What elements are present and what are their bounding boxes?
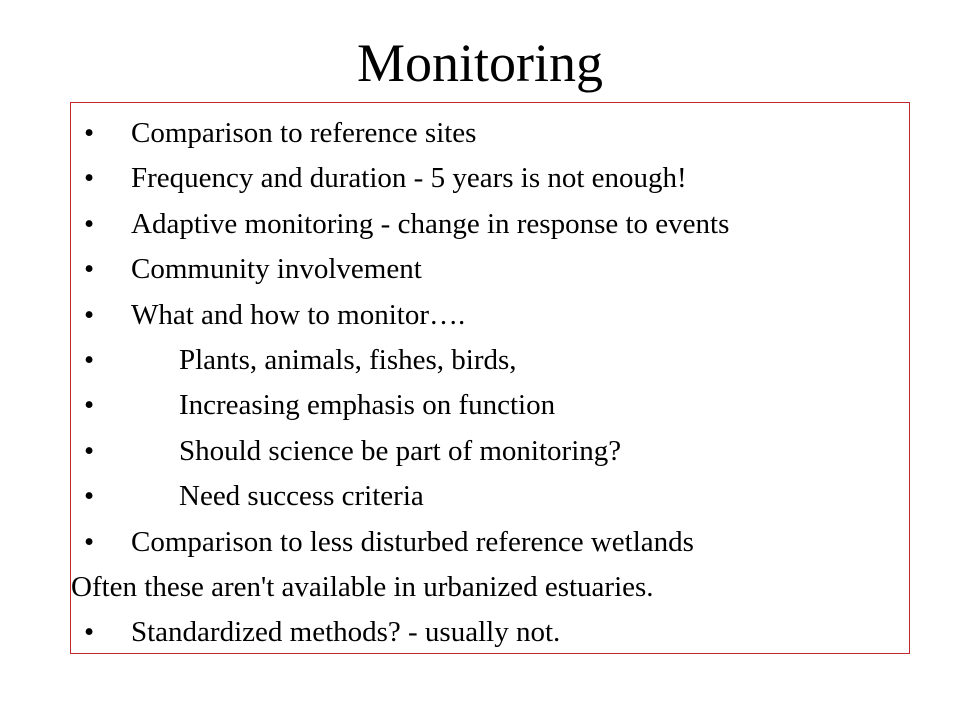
list-item — [71, 565, 911, 610]
list-item-text: Comparison to less disturbed reference wetlands — [131, 525, 694, 558]
list-item-text: Plants, animals, fishes, birds, — [179, 343, 517, 376]
list-item-text: Frequency and duration - 5 years is not enough! — [131, 162, 687, 195]
bullet-icon: • — [84, 525, 95, 558]
list-item — [71, 383, 911, 428]
content-box — [70, 102, 910, 654]
list-item — [71, 610, 911, 655]
bullet-icon: • — [84, 162, 95, 195]
list-item-text: Adaptive monitoring - change in response to events — [131, 207, 730, 240]
list-item — [71, 202, 911, 247]
list-item — [71, 474, 911, 519]
bullet-icon: • — [84, 616, 95, 649]
bullet-list — [71, 111, 911, 656]
list-item-text: Should science be part of monitoring? — [179, 434, 622, 467]
list-item — [71, 338, 911, 383]
bullet-icon: • — [84, 253, 95, 286]
bullet-icon: • — [84, 434, 95, 467]
bullet-icon: • — [84, 480, 95, 513]
list-item-text: What and how to monitor…. — [131, 298, 466, 331]
slide-title: Monitoring — [356, 33, 603, 93]
bullet-icon: • — [84, 117, 95, 149]
list-item — [71, 247, 911, 292]
list-item-text: Community involvement — [131, 253, 422, 286]
bullet-icon: • — [84, 389, 95, 422]
bullet-icon: • — [84, 298, 95, 331]
list-item — [71, 156, 911, 201]
list-item — [71, 293, 911, 338]
list-item — [71, 429, 911, 474]
list-item-text: Increasing emphasis on function — [179, 389, 556, 422]
bullet-icon: • — [84, 343, 95, 376]
list-item-text: Comparison to reference sites — [131, 117, 477, 149]
list-item-text: Standardized methods? - usually not. — [131, 616, 561, 649]
list-item — [71, 111, 911, 156]
list-item — [71, 520, 911, 565]
list-item-text: Often these aren't available in urbanized estuaries. — [71, 570, 654, 603]
bullet-icon: • — [84, 207, 95, 240]
list-item-text: Need success criteria — [179, 480, 424, 513]
